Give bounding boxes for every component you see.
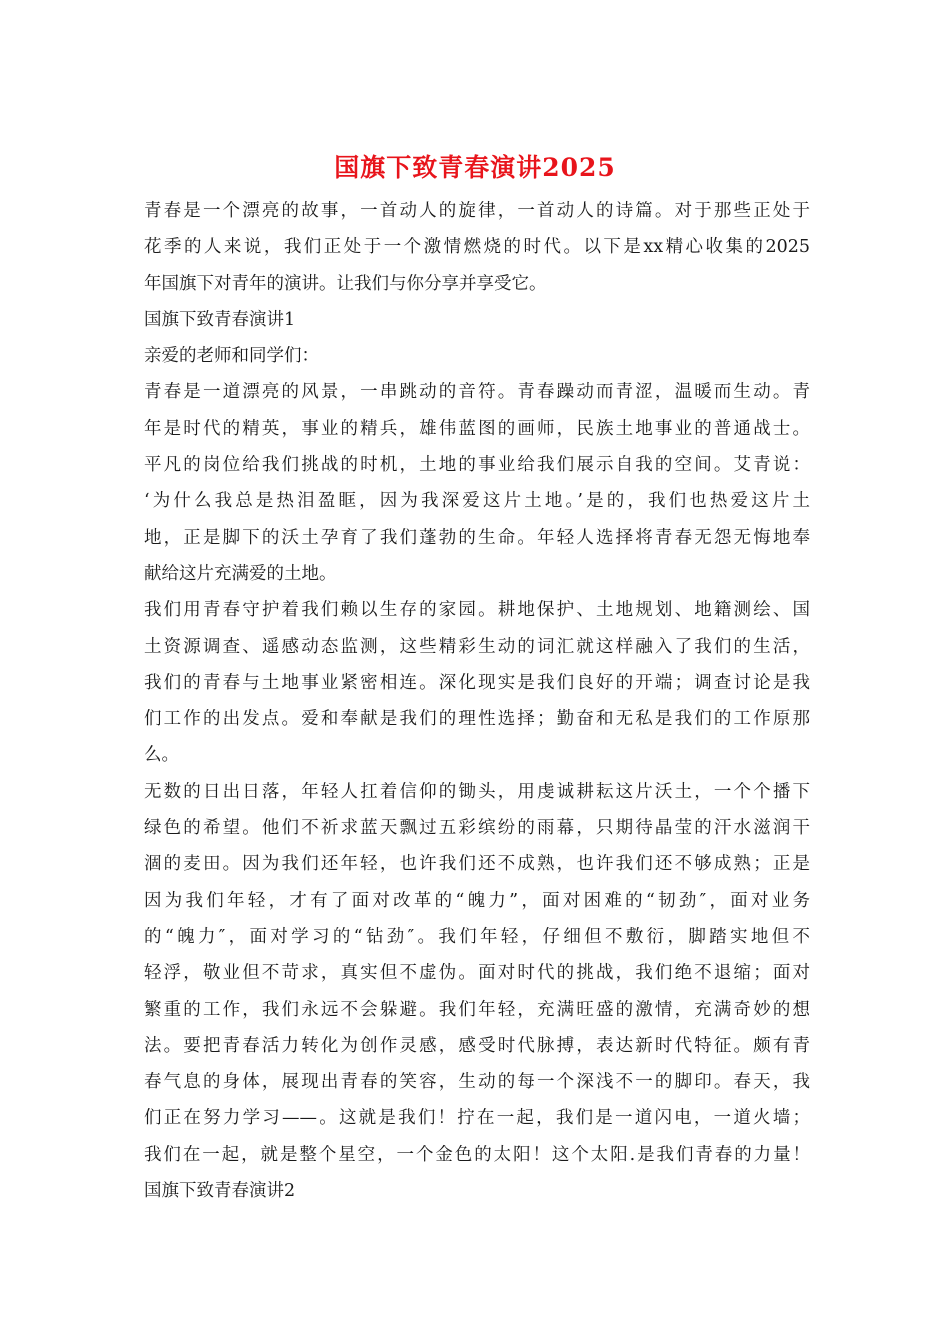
text-line: 涸的麦田。因为我们还年轻，也许我们还不成熟，也许我们还不够成熟；正是 [144,854,810,875]
text-line: 国旗下致青春演讲1 [144,309,296,330]
document-body [144,193,810,1209]
text-line: 绿色的希望。他们不祈求蓝天飘过五彩缤纷的雨幕，只期待晶莹的汗水滋润干 [144,818,810,839]
text-line: 繁重的工作，我们永远不会躲避。我们年轻，充满旺盛的激情，充满奇妙的想 [144,999,810,1020]
text-line: 年是时代的精英，事业的精兵，雄伟蓝图的画师，民族土地事业的普通战士。 [144,418,810,439]
text-line: 我们在一起，就是整个星空，一个金色的太阳！这个太阳.是我们青春的力量！ [144,1144,810,1165]
text-line: 们正在努力学习——。这就是我们！拧在一起，我们是一道闪电，一道火墙； [144,1108,810,1129]
text-line: 平凡的岗位给我们挑战的时机，土地的事业给我们展示自我的空间。艾青说： [144,455,810,476]
text-line: ‘为什么我总是热泪盈眶，因为我深爱这片土地。’是的，我们也热爱这片土 [144,491,810,512]
text-line: 们工作的出发点。爱和奉献是我们的理性选择；勤奋和无私是我们的工作原那 [144,709,810,730]
text-line: 年国旗下对青年的演讲。让我们与你分享并享受它。 [144,273,547,294]
text-line: 因为我们年轻，才有了面对改革的“魄力”，面对困难的“韧劲″，面对业务 [144,890,810,911]
text-line: 的“魄力″，面对学习的“钻劲″。我们年轻，仔细但不敷衍，脚踏实地但不 [144,926,810,947]
text-line: 我们的青春与土地事业紧密相连。深化现实是我们良好的开端；调查讨论是我 [144,672,810,693]
text-line: 青春是一个漂亮的故事，一首动人的旋律，一首动人的诗篇。对于那些正处于 [144,201,810,221]
text-line: 青春是一道漂亮的风景，一串跳动的音符。青春躁动而青涩，温暖而生动。青 [144,382,810,403]
text-line: 无数的日出日落，年轻人扛着信仰的锄头，用虔诚耕耘这片沃土，一个个播下 [144,781,810,802]
text-line: 轻浮，敬业但不苛求，真实但不虚伪。面对时代的挑战，我们绝不退缩；面对 [144,963,810,984]
text-line: 亲爱的老师和同学们： [144,346,319,367]
text-line: 花季的人来说，我们正处于一个激情燃烧的时代。以下是xx精心收集的2025 [144,237,810,258]
text-line: 献给这片充满爱的土地。 [144,563,337,584]
text-line: 春气息的身体，展现出青春的笑容，生动的每一个深浅不一的脚印。春天，我 [144,1072,810,1093]
text-line: 么。 [144,745,179,766]
document-title: 国旗下致青春演讲2025 [334,153,616,182]
text-line: 地，正是脚下的沃土孕育了我们蓬勃的生命。年轻人选择将青春无怨无悔地奉 [144,527,810,548]
text-line: 土资源调查、遥感动态监测，这些精彩生动的词汇就这样融入了我们的生活， [144,636,810,657]
text-line: 我们用青春守护着我们赖以生存的家园。耕地保护、土地规划、地籍测绘、国 [144,600,810,621]
text-line: 法。要把青春活力转化为创作灵感，感受时代脉搏，表达新时代特征。颇有青 [144,1035,810,1056]
text-line: 国旗下致青春演讲2 [144,1181,296,1202]
